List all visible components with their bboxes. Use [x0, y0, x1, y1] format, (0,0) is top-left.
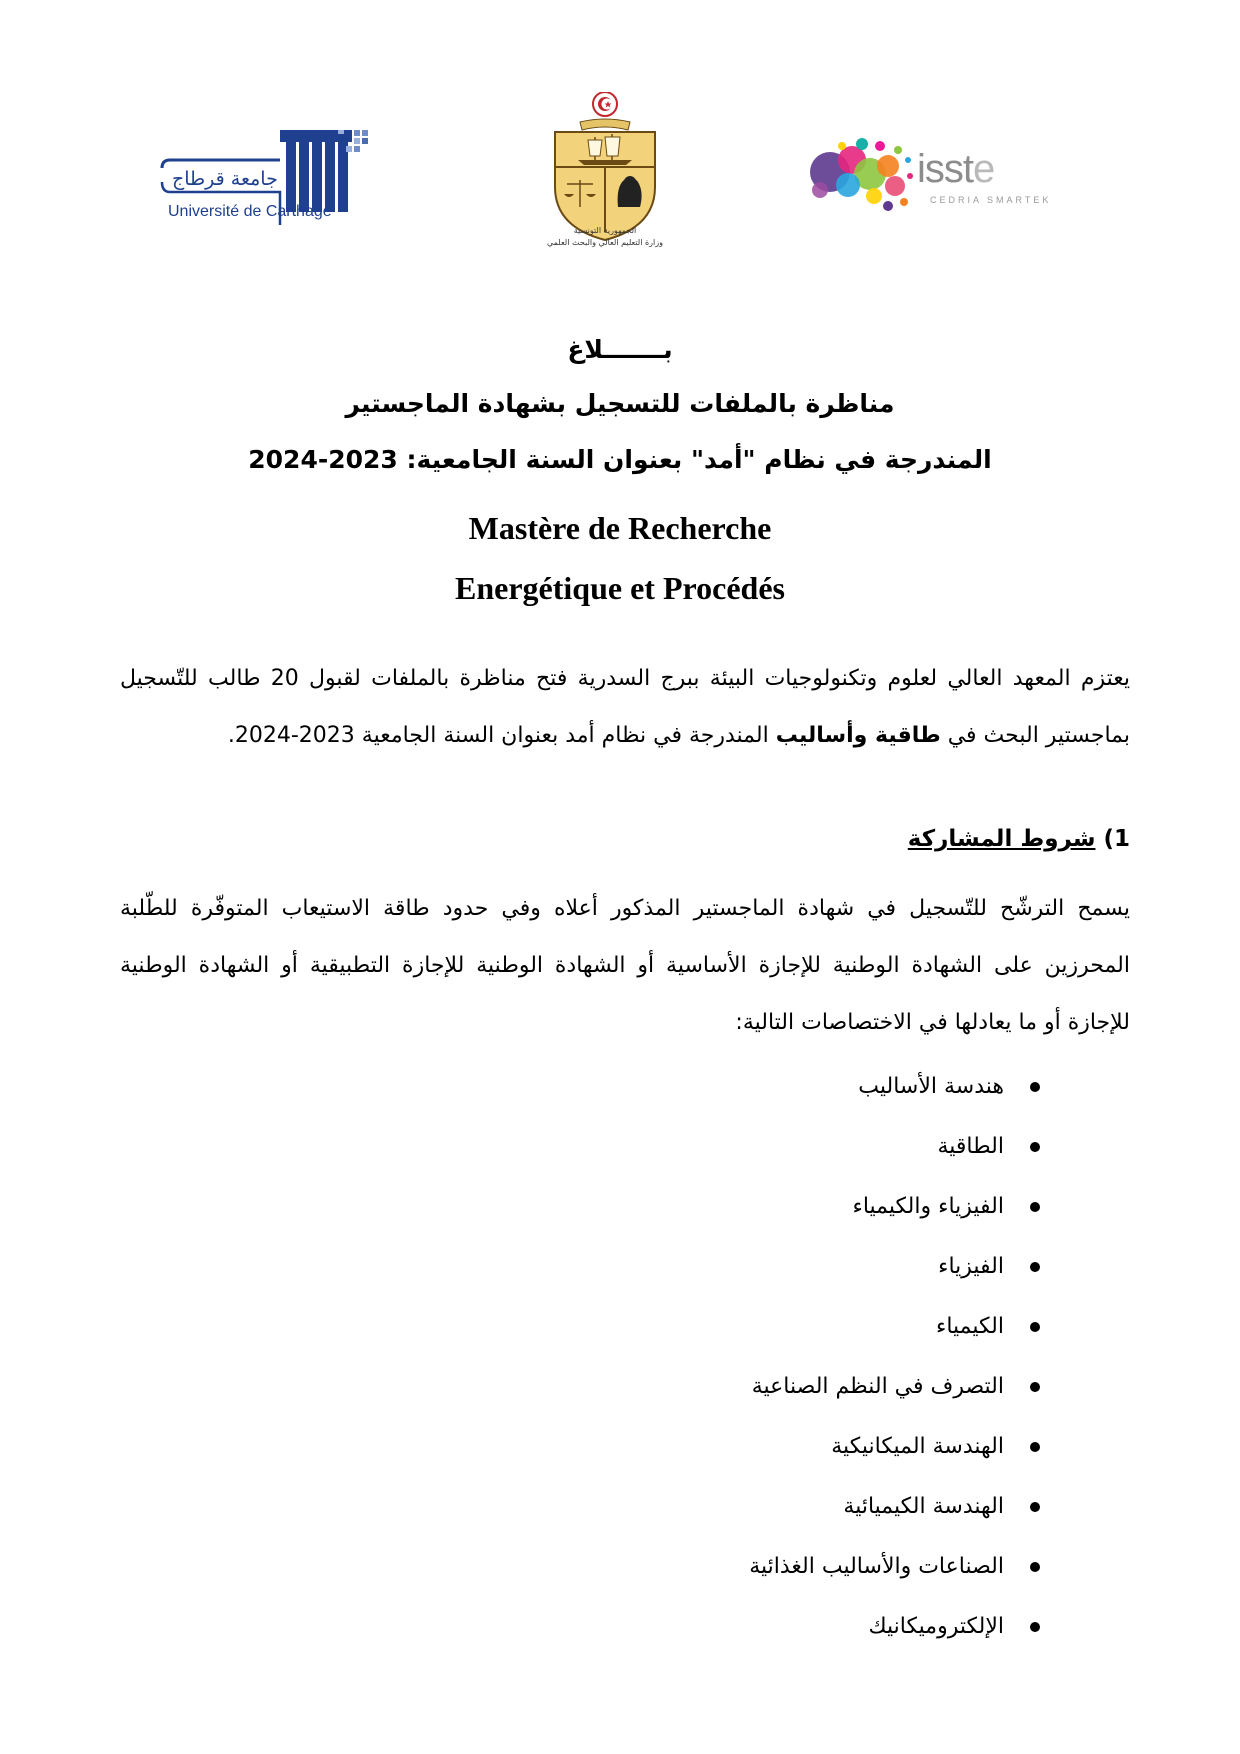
section-1-heading [908, 826, 1130, 852]
list-item: التصرف في النظم الصناعية [749, 1357, 1040, 1417]
bullet-icon [1030, 1082, 1040, 1092]
carthage-arabic-name: جامعة قرطاج [172, 168, 278, 190]
list-item: هندسة الأساليب [749, 1057, 1040, 1117]
intro-paragraph: يعتزم المعهد العالي لعلوم وتكنولوجيات البيئة ببرج السدرية فتح مناظرة بالملفات لقبول 20 طالب للتّسجيل بماجستير البحث في طاقية وأساليب المندرجة في نظام أمد بعنوان السنة الجامعية 2023-2024. [120, 666, 1130, 748]
program-title-fr-2: Energétique et Procédés [455, 570, 785, 606]
bullet-icon [1030, 1262, 1040, 1272]
document-titles [0, 335, 1240, 629]
notice-title: بـــــــلاغ [567, 335, 673, 364]
isste-tagline: CEDRIA SMARTEK [930, 195, 1052, 205]
isste-logo [800, 130, 1060, 230]
specialties-list [749, 1057, 1040, 1657]
tunisia-coat-of-arms [540, 92, 670, 282]
title-line-1: مناظرة بالملفات للتسجيل بشهادة الماجستير [345, 389, 895, 418]
list-item: الفيزياء والكيمياء [749, 1177, 1040, 1237]
coat-line-ministry: وزارة التعليم العالي والبحث العلمي [547, 238, 663, 247]
isste-brain-icon [800, 130, 920, 220]
section-1-number: 1) [1103, 826, 1130, 852]
bullet-icon [1030, 1442, 1040, 1452]
bullet-icon [1030, 1322, 1040, 1332]
bullet-icon [1030, 1142, 1040, 1152]
list-item: الكيمياء [749, 1297, 1040, 1357]
coat-line-republic: الجمهورية التونسية [573, 226, 637, 235]
coat-of-arms-icon [540, 92, 670, 242]
list-item: الإلكتروميكانيك [749, 1597, 1040, 1657]
title-line-2: المندرجة في نظام "أمد" بعنوان السنة الجامعية: 2023-2024 [248, 445, 992, 474]
list-item: الهندسة الكيميائية [749, 1477, 1040, 1537]
bullet-icon [1030, 1502, 1040, 1512]
universite-de-carthage-logo [158, 130, 408, 240]
isste-brand-name: isste [917, 147, 995, 191]
program-name-bold: طاقية وأساليب [775, 723, 941, 748]
bullet-icon [1030, 1622, 1040, 1632]
list-item: الهندسة الميكانيكية [749, 1417, 1040, 1477]
carthage-french-name: Université de Carthage [168, 203, 332, 220]
list-item: الفيزياء [749, 1237, 1040, 1297]
bullet-icon [1030, 1202, 1040, 1212]
eligibility-paragraph: يسمح الترشّح للتّسجيل في شهادة الماجستير المذكور أعلاه وفي حدود طاقة الاستيعاب المتوفّرة للطّلبة المحرزين على الشهادة الوطنية للإجازة الأساسية أو الشهادة الوطنية للإجازة التطبيقية أو الشهادة الوطنية للإجازة أو ما يعادلها في الاختصاصات التالية: [120, 896, 1130, 1035]
program-title-fr-1: Mastère de Recherche [468, 510, 772, 546]
list-item: الطاقية [749, 1117, 1040, 1177]
bullet-icon [1030, 1382, 1040, 1392]
section-1-title: شروط المشاركة [907, 826, 1096, 852]
bullet-icon [1030, 1562, 1040, 1572]
list-item: الصناعات والأساليب الغذائية [749, 1537, 1040, 1597]
